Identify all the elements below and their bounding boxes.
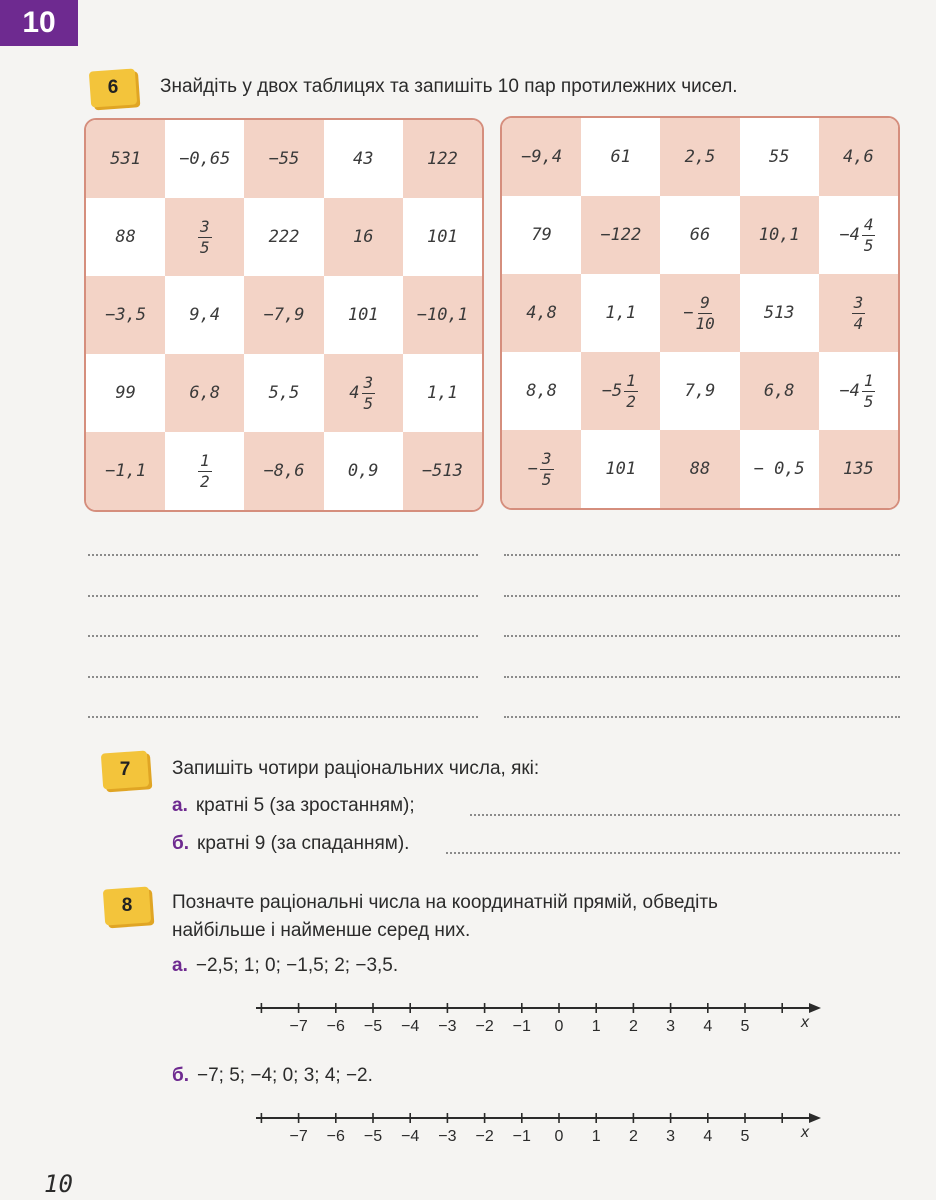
- table-2-cell: 1,1: [605, 303, 637, 323]
- tick-label: 5: [740, 1018, 750, 1035]
- table-1-cell: 122: [403, 120, 482, 198]
- task-6-text: Знайдіть у двох таблицях та запишіть 10 пар протилежних чисел.: [160, 76, 738, 97]
- task-7b-letter: б.: [172, 833, 190, 854]
- table-2-cell: −4 $\frac{1}{5}$: [839, 370, 874, 411]
- table-2-cell: 135: [819, 430, 898, 508]
- table-1-cell: −513: [403, 432, 482, 510]
- table-1-cell: 0,9: [347, 461, 379, 481]
- table-1-cell: −3,5: [86, 276, 165, 354]
- axis-arrow: [809, 1003, 821, 1013]
- table-1-cell: 5,5: [268, 383, 300, 403]
- answer-line[interactable]: [504, 635, 900, 637]
- table-1-cell: 531: [86, 120, 165, 198]
- page-number: 10: [44, 1170, 73, 1198]
- tick-label: −7: [289, 1128, 308, 1145]
- answer-line[interactable]: [504, 676, 900, 678]
- tick-label: −4: [401, 1018, 420, 1035]
- table-2-cell: 6,8: [740, 352, 819, 430]
- table-2-cell: 4,6: [819, 118, 898, 196]
- answer-line[interactable]: [88, 554, 478, 556]
- tick-label: −3: [438, 1018, 457, 1035]
- tick-label: 1: [591, 1128, 601, 1145]
- task-8a-text: −2,5; 1; 0; −1,5; 2; −3,5.: [195, 955, 399, 976]
- answer-line[interactable]: [88, 595, 478, 597]
- task-8b: [172, 1065, 373, 1087]
- tick-label: 2: [628, 1128, 638, 1145]
- table-1: [84, 118, 484, 512]
- table-2-cell: −122: [581, 196, 660, 274]
- table-2-cell: − $\frac{3}{5}$: [502, 430, 581, 508]
- task-7a-letter: а.: [172, 795, 188, 816]
- number-line-a[interactable]: [256, 996, 821, 1056]
- table-1-cell: −7,9: [244, 276, 323, 354]
- task-8b-text: −7; 5; −4; 0; 3; 4; −2.: [197, 1065, 373, 1086]
- table-2-cell: −9,4: [502, 118, 581, 196]
- table-1-cell: 4 $\frac{3}{5}$: [324, 354, 403, 432]
- tick-label: −7: [289, 1018, 308, 1035]
- tick-label: −2: [475, 1018, 494, 1035]
- table-2-cell: −5 $\frac{1}{2}$: [581, 352, 660, 430]
- task-7b: [172, 833, 409, 855]
- task-7a: [172, 795, 415, 817]
- table-2-cell: 61: [610, 147, 632, 167]
- task-8a-letter: а.: [172, 955, 188, 976]
- table-2-cell: 7,9: [684, 381, 716, 401]
- answer-line[interactable]: [504, 595, 900, 597]
- table-2-cell: − $\frac{9}{10}$: [660, 274, 739, 352]
- table-1-cell: 6,8: [165, 354, 244, 432]
- table-1-cell: 88: [115, 227, 136, 247]
- page-number-badge: 10: [0, 0, 78, 46]
- table-1-cell: −10,1: [403, 276, 482, 354]
- tick-label: 4: [703, 1128, 713, 1145]
- axis-label-x: x: [801, 1124, 809, 1141]
- tick-label: −5: [363, 1128, 383, 1145]
- table-1-cell: 222: [268, 227, 300, 247]
- table-1-cell: 16: [324, 198, 403, 276]
- table-1-cell: 99: [115, 383, 136, 403]
- table-2-cell: 10,1: [740, 196, 819, 274]
- task-7-text: Запишіть чотири раціональних числа, які:: [172, 758, 540, 779]
- tick-label: −6: [326, 1018, 345, 1035]
- table-2-cell: $\frac{3}{4}$: [819, 274, 898, 352]
- answer-line[interactable]: [88, 676, 478, 678]
- tick-label: 0: [554, 1018, 564, 1035]
- task-8b-letter: б.: [172, 1065, 190, 1086]
- axis-label-x: x: [801, 1014, 809, 1031]
- axis-arrow: [809, 1113, 821, 1123]
- table-2-cell: − 0,5: [753, 459, 805, 479]
- table-2-cell: 2,5: [660, 118, 739, 196]
- tick-label: −4: [401, 1128, 420, 1145]
- tick-label: −5: [363, 1018, 383, 1035]
- table-2-cell: 55: [768, 147, 790, 167]
- table-2-cell: 66: [689, 225, 711, 245]
- answer-line[interactable]: [88, 635, 478, 637]
- tick-label: 5: [740, 1128, 750, 1145]
- table-2: [500, 116, 900, 510]
- answer-line[interactable]: [504, 716, 900, 718]
- table-1-cell: 43: [352, 149, 374, 169]
- table-1-cell: 9,4: [189, 305, 221, 325]
- tick-label: 3: [666, 1128, 676, 1145]
- table-2-cell: 88: [660, 430, 739, 508]
- tick-label: 1: [591, 1018, 601, 1035]
- task-7a-text: кратні 5 (за зростанням);: [195, 795, 415, 816]
- table-1-cell: −1,1: [86, 432, 165, 510]
- table-2-cell: 513: [763, 303, 795, 323]
- table-1-cell: 1,1: [427, 383, 458, 403]
- number-line-b[interactable]: [256, 1106, 821, 1166]
- tick-label: 0: [554, 1128, 564, 1145]
- table-2-cell: 8,8: [526, 381, 557, 401]
- table-1-cell: 101: [347, 305, 379, 325]
- tick-label: 4: [703, 1018, 713, 1035]
- tick-label: −2: [475, 1128, 494, 1145]
- tick-label: 3: [666, 1018, 676, 1035]
- task-8-text-line2: найбільше і найменше серед них.: [172, 920, 471, 941]
- table-2-cell: 101: [605, 459, 637, 479]
- table-2-cell: 79: [531, 225, 552, 245]
- answer-line[interactable]: [504, 554, 900, 556]
- tick-label: −1: [512, 1128, 531, 1145]
- table-1-cell: $\frac{3}{5}$: [165, 198, 244, 276]
- tick-label: 2: [628, 1018, 638, 1035]
- table-1-cell: −55: [244, 120, 323, 198]
- table-1-cell: 101: [427, 227, 458, 247]
- task-7b-text: кратні 9 (за спаданням).: [197, 833, 410, 854]
- table-1-cell: −8,6: [244, 432, 323, 510]
- task-7a-answer-line[interactable]: [470, 814, 900, 816]
- table-1-cell: −0,65: [179, 149, 231, 169]
- tick-label: −1: [512, 1018, 531, 1035]
- task-7b-answer-line[interactable]: [446, 852, 900, 854]
- task-8a: [172, 955, 398, 977]
- task-6-badge: 6: [90, 70, 136, 106]
- task-8-text-line1: Позначте раціональні числа на координатній прямій, обведіть: [172, 892, 718, 913]
- table-2-cell: 4,8: [502, 274, 581, 352]
- task-8-badge: 8: [104, 888, 150, 924]
- tick-label: −3: [438, 1128, 457, 1145]
- task-7-badge: 7: [102, 752, 148, 788]
- table-2-cell: −4 $\frac{4}{5}$: [839, 214, 874, 255]
- answer-line[interactable]: [88, 716, 478, 718]
- table-1-cell: $\frac{1}{2}$: [199, 450, 210, 491]
- tick-label: −6: [326, 1128, 345, 1145]
